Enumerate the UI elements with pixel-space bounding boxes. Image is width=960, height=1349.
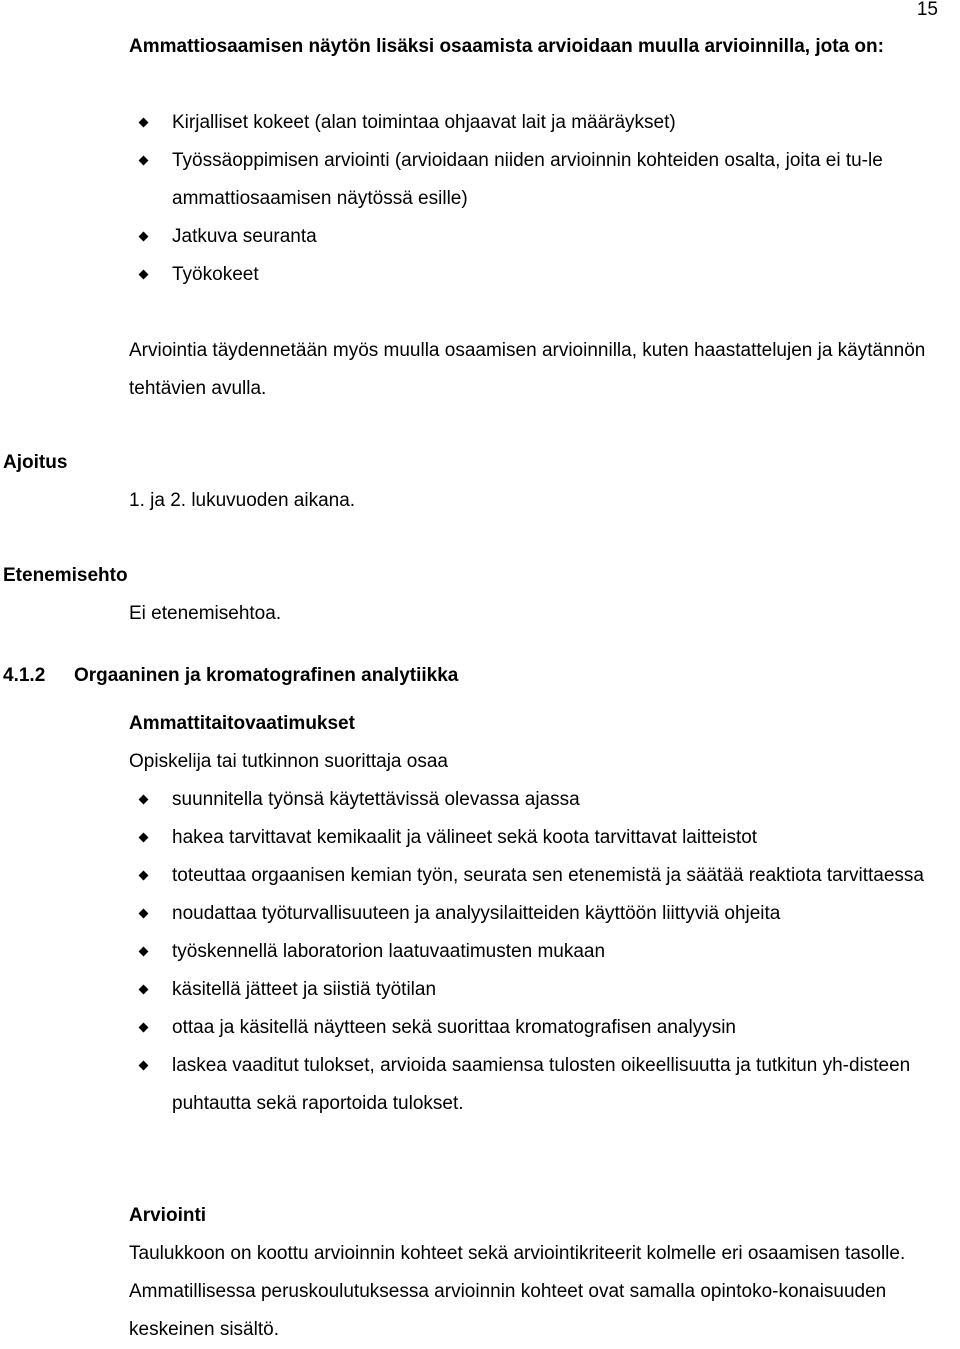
intro-paragraph: Arviointia täydennetään myös muulla osaamisen arvioinnilla, kuten haastattelujen ja käytännön tehtävien avulla. <box>129 340 926 399</box>
requirements-heading: Ammattitaitovaatimukset <box>129 713 355 734</box>
section-number: 4.1.2 <box>3 665 46 686</box>
diamond-bullet-icon <box>139 1061 149 1071</box>
list-item: suunnitella työnsä käytettävissä olevassa ajassa <box>129 781 929 819</box>
list-item: Työssäoppimisen arviointi (arvioidaan niiden arvioinnin kohteiden osalta, joita ei tu-le ammattiosaamisen näytössä esille) <box>129 142 929 218</box>
diamond-bullet-icon <box>139 270 149 280</box>
intro-heading: Ammattiosaamisen näytön lisäksi osaamista arvioidaan muulla arvioinnilla, jota on: <box>129 36 884 57</box>
list-item: Työkokeet <box>129 256 929 294</box>
list-item: laskea vaaditut tulokset, arvioida saamiensa tulosten oikeellisuutta ja tutkitun yh-disteen puhtautta sekä raportoida tulokset. <box>129 1047 929 1123</box>
requirements-list <box>129 781 929 1123</box>
list-item: toteuttaa orgaanisen kemian työn, seurata sen etenemistä ja säätää reaktiota tarvittaessa <box>129 857 929 895</box>
diamond-bullet-icon <box>139 947 149 957</box>
diamond-bullet-icon <box>139 795 149 805</box>
diamond-bullet-icon <box>139 156 149 166</box>
diamond-bullet-icon <box>139 118 149 128</box>
list-item: ottaa ja käsitellä näytteen sekä suorittaa kromatografisen analyysin <box>129 1009 929 1047</box>
diamond-bullet-icon <box>139 871 149 881</box>
list-item: Kirjalliset kokeet (alan toimintaa ohjaavat lait ja määräykset) <box>129 104 929 142</box>
list-item: Jatkuva seuranta <box>129 218 929 256</box>
etenemisehto-text: Ei etenemisehtoa. <box>129 603 282 624</box>
diamond-bullet-icon <box>139 1023 149 1033</box>
list-item: työskennellä laboratorion laatuvaatimusten mukaan <box>129 933 929 971</box>
etenemisehto-heading: Etenemisehto <box>3 565 128 586</box>
ajoitus-heading: Ajoitus <box>3 452 68 473</box>
list-item: käsitellä jätteet ja siistiä työtilan <box>129 971 929 1009</box>
requirements-intro: Opiskelija tai tutkinnon suorittaja osaa <box>129 751 448 772</box>
page-number: 15 <box>916 0 938 20</box>
section-title: Orgaaninen ja kromatografinen analytiikka <box>74 665 459 686</box>
list-item: noudattaa työturvallisuuteen ja analyysilaitteiden käyttöön liittyviä ohjeita <box>129 895 929 933</box>
diamond-bullet-icon <box>139 909 149 919</box>
assessment-methods-list <box>129 104 929 294</box>
list-item: hakea tarvittavat kemikaalit ja välineet sekä koota tarvittavat laitteistot <box>129 819 929 857</box>
section-heading <box>3 657 459 695</box>
arviointi-heading: Arviointi <box>129 1205 207 1226</box>
diamond-bullet-icon <box>139 985 149 995</box>
ajoitus-text: 1. ja 2. lukuvuoden aikana. <box>129 490 356 511</box>
diamond-bullet-icon <box>139 232 149 242</box>
diamond-bullet-icon <box>139 833 149 843</box>
arviointi-text: Taulukkoon on koottu arvioinnin kohteet sekä arviointikriteerit kolmelle eri osaamisen tasolle. Ammatillisessa peruskoulutuksessa arvioinnin kohteet ovat samalla opintoko-konaisuuden keskeinen sisältö. <box>129 1243 906 1340</box>
